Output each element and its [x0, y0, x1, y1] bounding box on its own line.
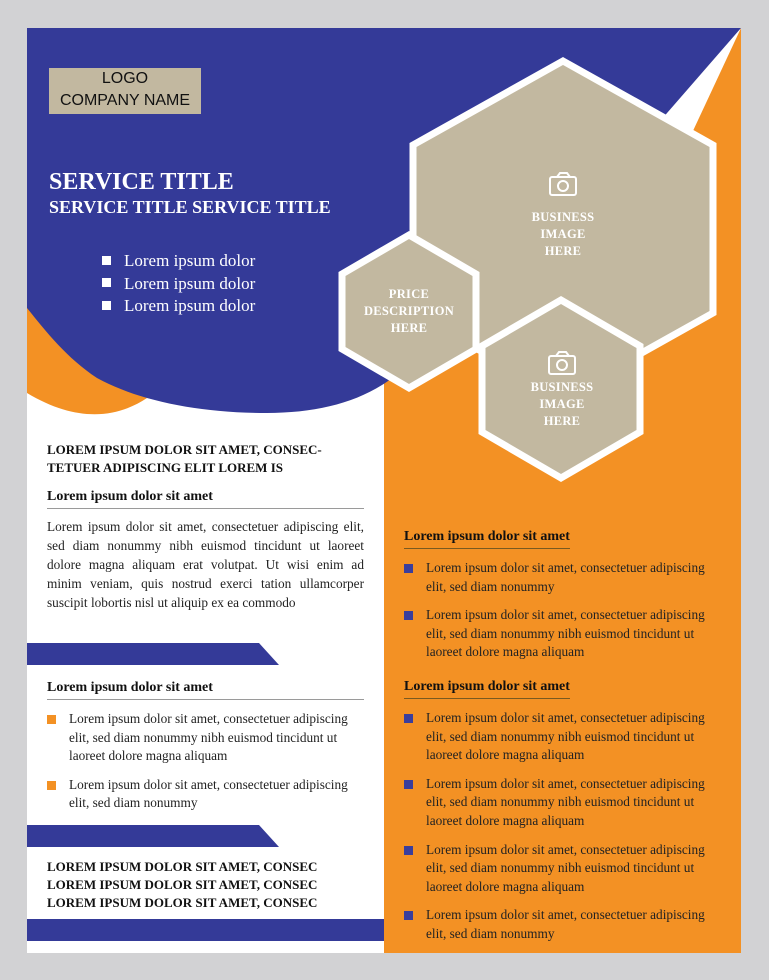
company-name: COMPANY NAME: [59, 92, 191, 109]
blue-stripe-1: [27, 643, 279, 665]
top-bullet-item: Lorem ipsum dolor: [102, 273, 255, 296]
hexagon-big-text: BUSINESS IMAGE HERE: [531, 210, 595, 258]
list-item: Lorem ipsum dolor sit amet, consectetuer adipiscing elit, sed diam nonummy: [47, 776, 364, 813]
left-section-1-subheading: Lorem ipsum dolor sit amet: [47, 489, 364, 509]
bullet-square-icon: [404, 611, 413, 620]
top-bullet-item: Lorem ipsum dolor: [102, 295, 255, 318]
bullet-square-icon: [404, 564, 413, 573]
logo-box: [49, 68, 201, 114]
left-section-2: [47, 680, 364, 823]
bullet-square-icon: [47, 715, 56, 724]
top-bullet-item: Lorem ipsum dolor: [102, 250, 255, 273]
service-title: SERVICE TITLE: [49, 169, 234, 195]
top-bullet-list: [102, 250, 255, 318]
logo-text: LOGO: [101, 70, 149, 87]
left-section-1-paragraph: Lorem ipsum dolor sit amet, consectetuer adipiscing elit, sed diam nonummy nibh euismod tincidunt ut laoreet dolore magna aliquam erat volutpat. Ut wisi enim ad minim veniam, quis nostrud exerci tation ullamcorper suscipit lobortis nisl ut aliquip ex ea commodo: [47, 519, 364, 610]
right-section-2-list: [404, 709, 718, 944]
left-section-2-list: [47, 710, 364, 813]
hexagon-bottom-text: BUSINESS IMAGE HERE: [530, 380, 594, 428]
flyer: [27, 28, 741, 953]
bullet-square-icon: [102, 278, 111, 287]
right-section-1-subheading: Lorem ipsum dolor sit amet: [404, 529, 570, 549]
list-item: Lorem ipsum dolor sit amet, consectetuer adipiscing elit, sed diam nonummy nibh euismod tincidunt ut laoreet dolore magna aliquam: [404, 606, 718, 662]
left-footer-lines: LOREM IPSUM DOLOR SIT AMET, CONSEC LOREM IPSUM DOLOR SIT AMET, CONSEC LOREM IPSUM DOLOR SIT AMET, CONSEC: [47, 859, 318, 910]
bullet-square-icon: [404, 911, 413, 920]
bullet-square-icon: [404, 780, 413, 789]
bullet-square-icon: [404, 846, 413, 855]
bullet-square-icon: [102, 301, 111, 310]
hexagon-small-text: PRICE DESCRIPTION HERE: [363, 287, 455, 335]
list-item: Lorem ipsum dolor sit amet, consectetuer adipiscing elit, sed diam nonummy: [404, 906, 718, 943]
list-item: Lorem ipsum dolor sit amet, consectetuer adipiscing elit, sed diam nonummy nibh euismod tincidunt ut laoreet dolore magna aliquam: [404, 775, 718, 831]
bullet-square-icon: [102, 256, 111, 265]
right-section-2-subheading: Lorem ipsum dolor sit amet: [404, 679, 570, 699]
service-subtitle: SERVICE TITLE SERVICE TITLE: [49, 197, 331, 217]
bullet-square-icon: [404, 714, 413, 723]
blue-stripe-2: [27, 825, 279, 847]
left-heading: LOREM IPSUM DOLOR SIT AMET, CONSEC- TETUER ADIPISCING ELIT LOREM IS: [47, 442, 322, 475]
left-section-1: [47, 489, 364, 612]
list-item: Lorem ipsum dolor sit amet, consectetuer adipiscing elit, sed diam nonummy: [404, 559, 718, 596]
list-item: Lorem ipsum dolor sit amet, consectetuer adipiscing elit, sed diam nonummy nibh euismod tincidunt ut laoreet dolore magna aliquam: [404, 709, 718, 765]
list-item: Lorem ipsum dolor sit amet, consectetuer adipiscing elit, sed diam nonummy nibh euismod tincidunt ut laoreet dolore magna aliquam: [47, 710, 364, 766]
right-section-1: [404, 527, 718, 672]
right-section-1-list: [404, 559, 718, 662]
left-section-2-subheading: Lorem ipsum dolor sit amet: [47, 680, 364, 700]
list-item: Lorem ipsum dolor sit amet, consectetuer adipiscing elit, sed diam nonummy nibh euismod tincidunt ut laoreet dolore magna aliquam: [404, 841, 718, 897]
right-section-2: [404, 677, 718, 953]
bullet-square-icon: [47, 781, 56, 790]
blue-stripe-3: [27, 919, 384, 941]
